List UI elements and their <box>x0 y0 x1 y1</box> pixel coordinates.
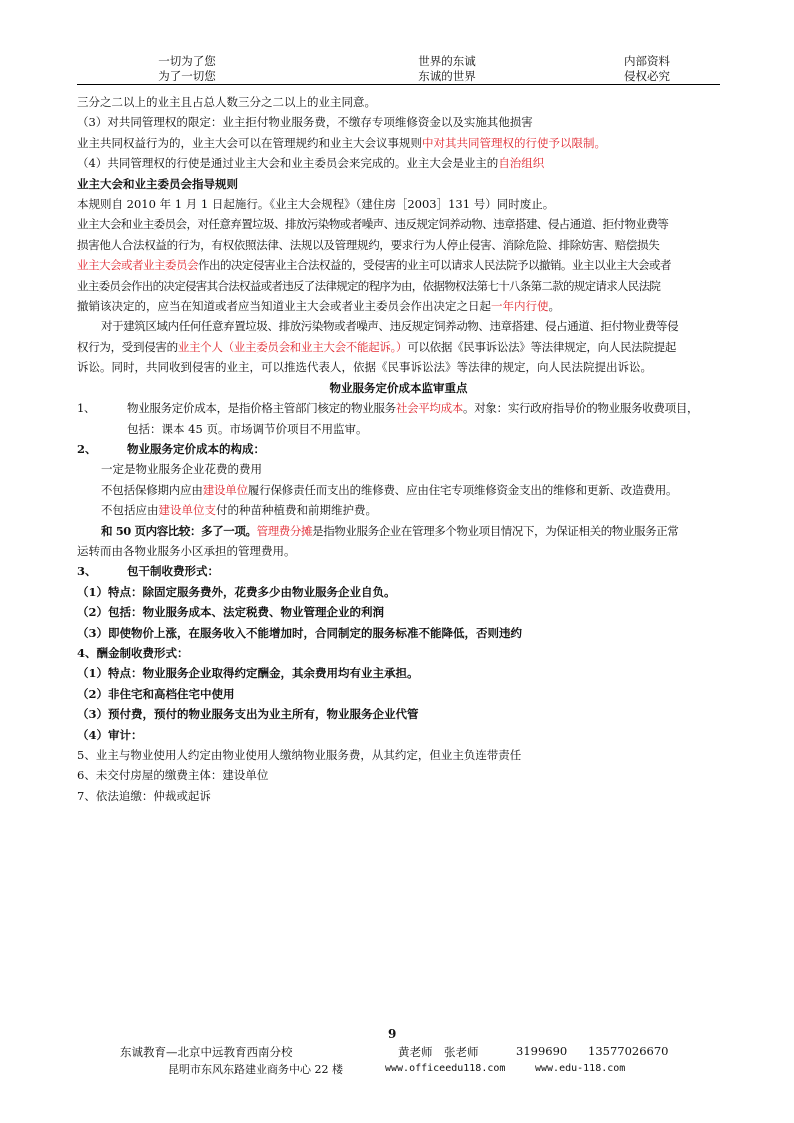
paragraph-line: 业主委员会作出的决定侵害其合法权益或者违反了法律规定的程序为由，依据物权法第七十八条第二款的规定请求人民法院 <box>77 278 661 293</box>
paragraph-line: 一定是物业服务企业花费的费用 <box>101 462 262 477</box>
paragraph-line: 业主共同权益行为的，业主大会可以在管理规约和业主大会议事规则中对其共同管理权的行使予以限制。 <box>77 135 606 150</box>
header-slogan-2: 为了一切您 <box>158 69 216 83</box>
paragraph-line: 对于建筑区域内任何任意弃置垃圾、排放污染物或者噪声、违反规定饲养动物、违章搭建、侵占通道、拒付物业费等侵 <box>101 319 679 334</box>
paragraph-line: （3）对共同管理权的限定：业主拒付物业服务费，不缴存专项维修资金以及实施其他损害 <box>77 115 533 130</box>
paragraph-line: 损害他人合法权益的行为，有权依照法律、法规以及管理规约，要求行为人停止侵害、消除危险、排除妨害、赔偿损失 <box>77 237 660 252</box>
highlight-text: 建设单位 <box>202 482 248 497</box>
list-item: （2）非住宅和高档住宅中使用 <box>77 686 235 701</box>
list-item: （3）即使物价上涨，在服务收入不能增加时，合同制定的服务标准不能降低，否则违约 <box>77 625 522 640</box>
paragraph-line: 不包括保修期内应由建设单位履行保修责任而支出的维修费、应由住宅专项维修资金支出的维修和更新、改造费用。 <box>101 482 678 497</box>
list-item: 2、 物业服务定价成本的构成： <box>77 439 720 459</box>
footer-phone-1: 3199690 <box>516 1044 568 1058</box>
header-right <box>597 54 697 84</box>
list-item: 1、 物业服务定价成本，是指价格主管部门核定的物业服务社会平均成本。对象：实行政府指导价的物业服务收费项目， <box>77 398 720 418</box>
header-motto-1: 世界的东诚 <box>418 54 476 68</box>
section-heading: 业主大会和业主委员会指导规则 <box>77 176 238 191</box>
document-body <box>77 92 720 806</box>
footer-org: 东诚教育—北京中远教育西南分校 <box>120 1045 293 1059</box>
list-item: （1）特点：物业服务企业取得约定酬金，其余费用均有业主承担。 <box>77 666 419 681</box>
paragraph-line: 包括：课本 45 页。市场调节价项目不用监审。 <box>127 421 368 436</box>
footer-website-1[interactable]: www.officeedu118.com <box>385 1063 506 1074</box>
paragraph-line: 业主大会或者业主委员会作出的决定侵害业主合法权益的，受侵害的业主可以请求人民法院予以撤销。业主以业主大会或者 <box>77 258 671 273</box>
section-heading: 物业服务定价成本监审重点 <box>329 380 468 395</box>
paragraph-line: 运转而由各物业服务小区承担的管理费用。 <box>77 543 296 558</box>
list-number: 2、 <box>77 441 97 456</box>
footer-phone-2: 13577026670 <box>588 1044 669 1058</box>
header-notice-1: 内部资料 <box>624 54 670 68</box>
list-item: （1）特点：除固定服务费外，花费多少由物业服务企业自负。 <box>77 584 396 599</box>
page-header <box>77 54 720 85</box>
list-item: （3）预付费，预付的物业服务支出为业主所有，物业服务企业代管 <box>77 707 419 722</box>
list-number: 3、 <box>77 564 97 579</box>
highlight-text: 业主个人（业主委员会和业主大会不能起诉。） <box>177 339 408 354</box>
page-number: 9 <box>388 1027 397 1041</box>
list-item: （2）包括：物业服务成本、法定税费、物业管理企业的利润 <box>77 605 384 620</box>
header-notice-2: 侵权必究 <box>624 69 670 83</box>
paragraph-line: 和 50 页内容比较：多了一项。管理费分摊是指物业服务企业在管理多个物业项目情况下，为保证相关的物业服务正常 <box>101 523 679 538</box>
paragraph-line: 三分之二以上的业主且占总人数三分之二以上的业主同意。 <box>77 95 376 109</box>
highlight-text: 中对其共同管理权的行使予以限制。 <box>422 135 606 150</box>
paragraph-line: 业主大会和业主委员会，对任意弃置垃圾、排放污染物或者噪声、违反规定饲养动物、违章搭建、侵占通道、拒付物业费等 <box>77 217 669 232</box>
paragraph-line: （4）共同管理权的行使是通过业主大会和业主委员会来完成的。业主大会是业主的自治组织 <box>77 156 545 171</box>
header-left <box>127 54 247 84</box>
highlight-text: 一年内行使 <box>491 299 549 314</box>
footer-address: 昆明市东风东路建业商务中心 22 楼 <box>168 1063 343 1076</box>
list-item: （4）审计： <box>77 727 143 742</box>
highlight-text: 自治组织 <box>498 156 545 171</box>
list-item: 6、未交付房屋的缴费主体：建设单位 <box>77 768 269 783</box>
highlight-text: 业主大会或者业主委员会 <box>77 258 198 273</box>
paragraph-line: 不包括应由建设单位支付的种苗种植费和前期维护费。 <box>101 503 377 518</box>
highlight-text: 管理费分摊 <box>256 523 313 538</box>
list-item: 4、酬金制收费形式： <box>77 645 189 660</box>
paragraph-line: 本规则自 2010 年 1 月 1 日起施行。《业主大会规程》（建住房［2003］131 号）同时废止。 <box>77 197 555 212</box>
paragraph-line: 诉讼。同时，共同收到侵害的业主，可以推选代表人，依据《民事诉讼法》等法律的规定，向人民法院提出诉讼。 <box>77 360 652 375</box>
paragraph-line: 撤销该决定的，应当在知道或者应当知道业主大会或者业主委员会作出决定之日起一年内行使。 <box>77 299 560 314</box>
list-number: 1、 <box>77 401 96 416</box>
list-item: 7、依法追缴：仲裁或起诉 <box>77 788 211 803</box>
footer-website-2[interactable]: www.edu-118.com <box>535 1063 626 1074</box>
header-middle <box>397 54 497 84</box>
paragraph-line: 权行为，受到侵害的业主个人（业主委员会和业主大会不能起诉。）可以依据《民事诉讼法》等法律规定，向人民法院提起 <box>77 339 677 354</box>
header-motto-2: 东诚的世界 <box>418 69 476 83</box>
footer-teachers: 黄老师 张老师 <box>398 1045 479 1059</box>
header-slogan-1: 一切为了您 <box>158 54 216 68</box>
highlight-text: 建设单位支 <box>158 503 216 518</box>
highlight-text: 社会平均成本 <box>395 401 464 416</box>
list-item: 3、 包干制收费形式： <box>77 561 720 581</box>
list-item: 5、业主与物业使用人约定由物业使用人缴纳物业服务费，从其约定，但业主负连带责任 <box>77 748 522 762</box>
